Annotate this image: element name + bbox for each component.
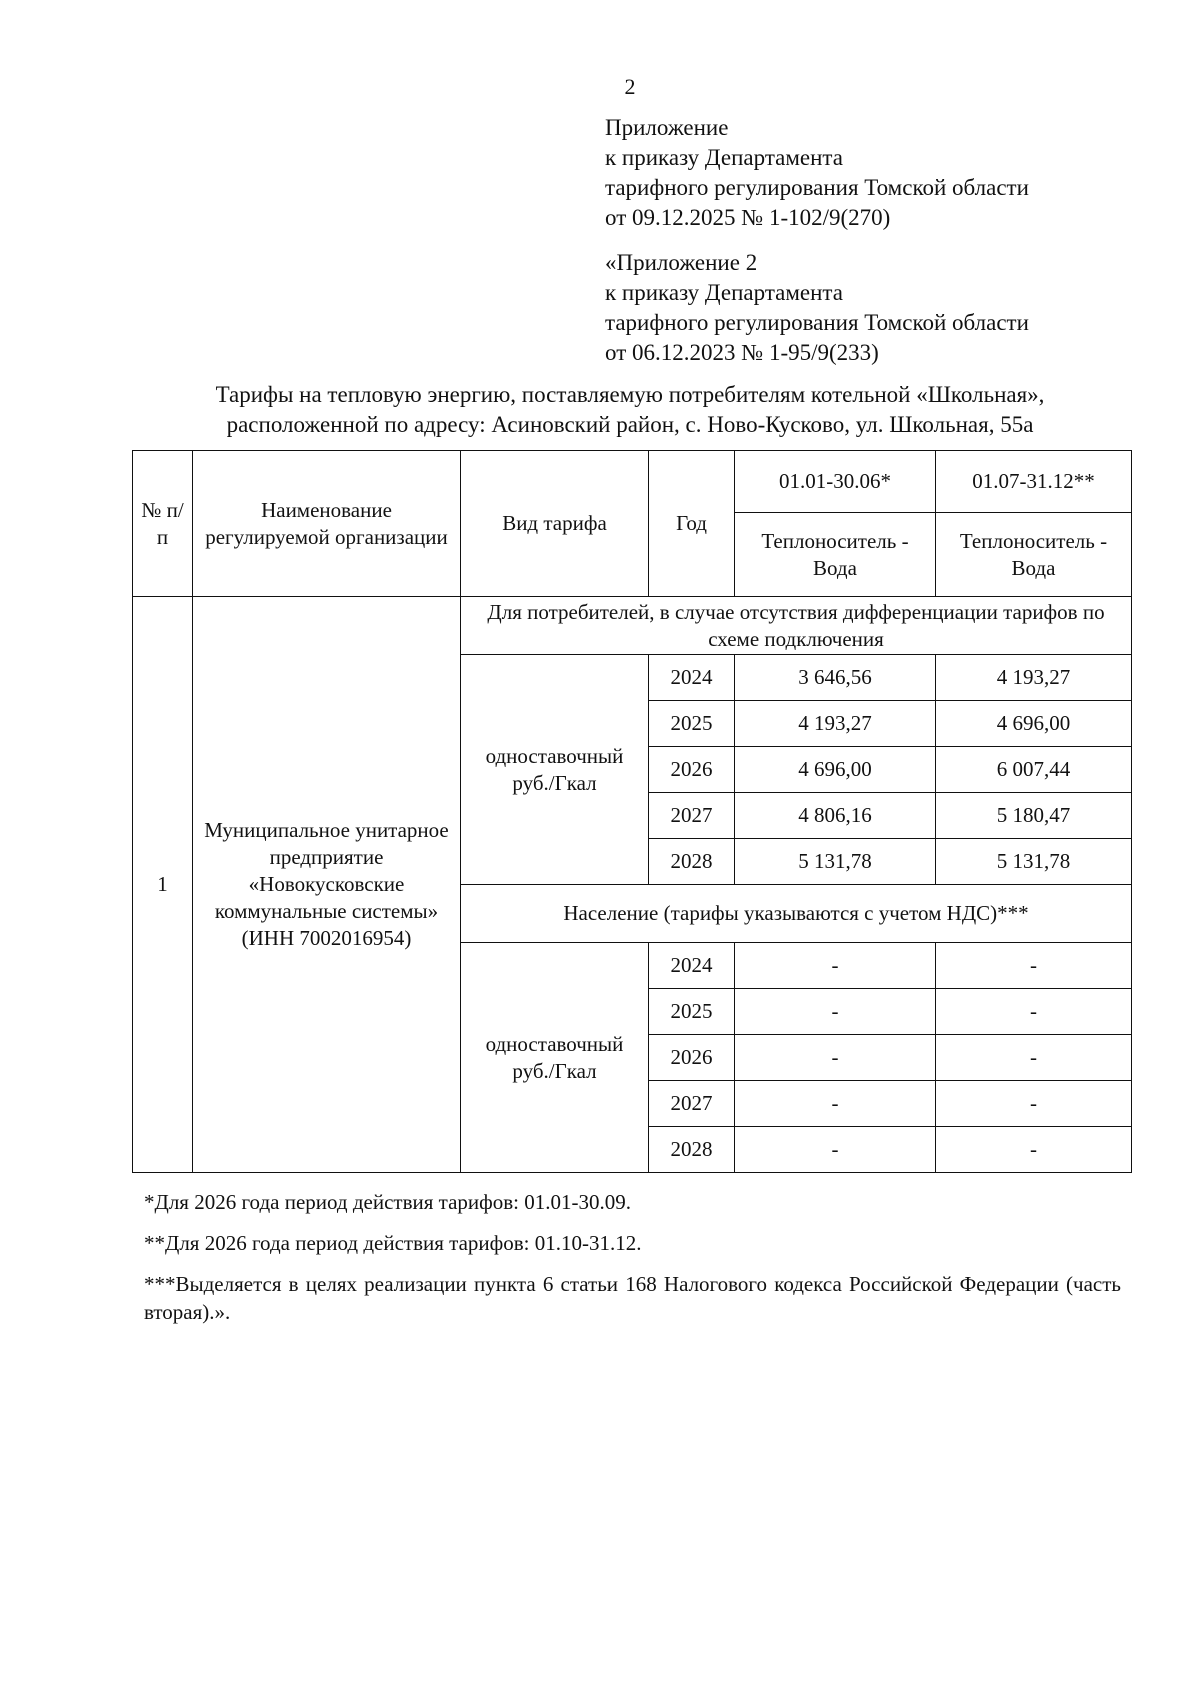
organization-name: Муниципальное унитарное предприятие «Новокусковские коммунальные системы» (ИНН 7002016954) [193,597,461,1173]
footnote: *Для 2026 года период действия тарифов: 01.01-30.09. [144,1190,631,1214]
tariff-type-cell: одноставочный руб./Гкал [461,655,649,885]
value-cell: - [936,1127,1132,1173]
value-cell: - [735,989,936,1035]
value-cell: 5 131,78 [936,839,1132,885]
footnote: **Для 2026 года период действия тарифов: 01.10-31.12. [144,1231,642,1255]
year-cell: 2026 [649,747,735,793]
header-year: Год [649,451,735,597]
header-row [133,451,1132,513]
year-cell: 2025 [649,701,735,747]
year-cell: 2027 [649,793,735,839]
value-cell: 5 131,78 [735,839,936,885]
header-period-1: 01.01-30.06* [735,451,936,513]
header-period-2: 01.07-31.12** [936,451,1132,513]
annex-header-previous [605,248,1125,368]
year-cell: 2027 [649,1081,735,1127]
footnote: ***Выделяется в целях реализации пункта 6 статьи 168 Налогового кодекса Российской Федерации (часть вторая).». [144,1272,1121,1324]
annex-line: «Приложение 2 [605,250,758,275]
annex-header-current [605,113,1125,233]
year-cell: 2028 [649,839,735,885]
value-cell: - [936,1035,1132,1081]
header-num: № п/п [133,451,193,597]
value-cell: - [735,943,936,989]
value-cell: - [936,989,1132,1035]
header-carrier-1: Теплоноситель - Вода [735,513,936,597]
value-cell: 4 806,16 [735,793,936,839]
annex-line: от 06.12.2023 № 1-95/9(233) [605,340,879,365]
section-title: Для потребителей, в случае отсутствия дифференциации тарифов по схеме подключения [461,597,1132,655]
value-cell: 3 646,56 [735,655,936,701]
footnotes [144,1188,1121,1339]
year-cell: 2028 [649,1127,735,1173]
title-line: Тарифы на тепловую энергию, поставляемую потребителям котельной «Школьная», [215,382,1045,407]
value-cell: 4 193,27 [936,655,1132,701]
annex-line: Приложение [605,115,729,140]
annex-line: к приказу Департамента [605,280,843,305]
year-cell: 2024 [649,655,735,701]
title-line: расположенной по адресу: Асиновский район, с. Ново-Кусково, ул. Школьная, 55а [226,412,1034,437]
annex-line: тарифного регулирования Томской области [605,310,1029,335]
value-cell: 4 696,00 [735,747,936,793]
tariff-type-cell: одноставочный руб./Гкал [461,943,649,1173]
section-row [133,597,1132,655]
value-cell: 5 180,47 [936,793,1132,839]
header-tariff-type: Вид тарифа [461,451,649,597]
header-carrier-2: Теплоноситель - Вода [936,513,1132,597]
year-cell: 2026 [649,1035,735,1081]
value-cell: - [735,1081,936,1127]
value-cell: - [936,1081,1132,1127]
annex-line: от 09.12.2025 № 1-102/9(270) [605,205,891,230]
section-title: Население (тарифы указываются с учетом НДС)*** [461,885,1132,943]
year-cell: 2025 [649,989,735,1035]
value-cell: 6 007,44 [936,747,1132,793]
tariff-table [132,450,1132,1173]
value-cell: - [735,1127,936,1173]
value-cell: - [936,943,1132,989]
value-cell: 4 696,00 [936,701,1132,747]
year-cell: 2024 [649,943,735,989]
document-title [130,380,1130,440]
row-number: 1 [133,597,193,1173]
value-cell: - [735,1035,936,1081]
header-org: Наименование регулируемой организации [193,451,461,597]
value-cell: 4 193,27 [735,701,936,747]
annex-line: к приказу Департамента [605,145,843,170]
annex-line: тарифного регулирования Томской области [605,175,1029,200]
page-number: 2 [624,74,636,99]
